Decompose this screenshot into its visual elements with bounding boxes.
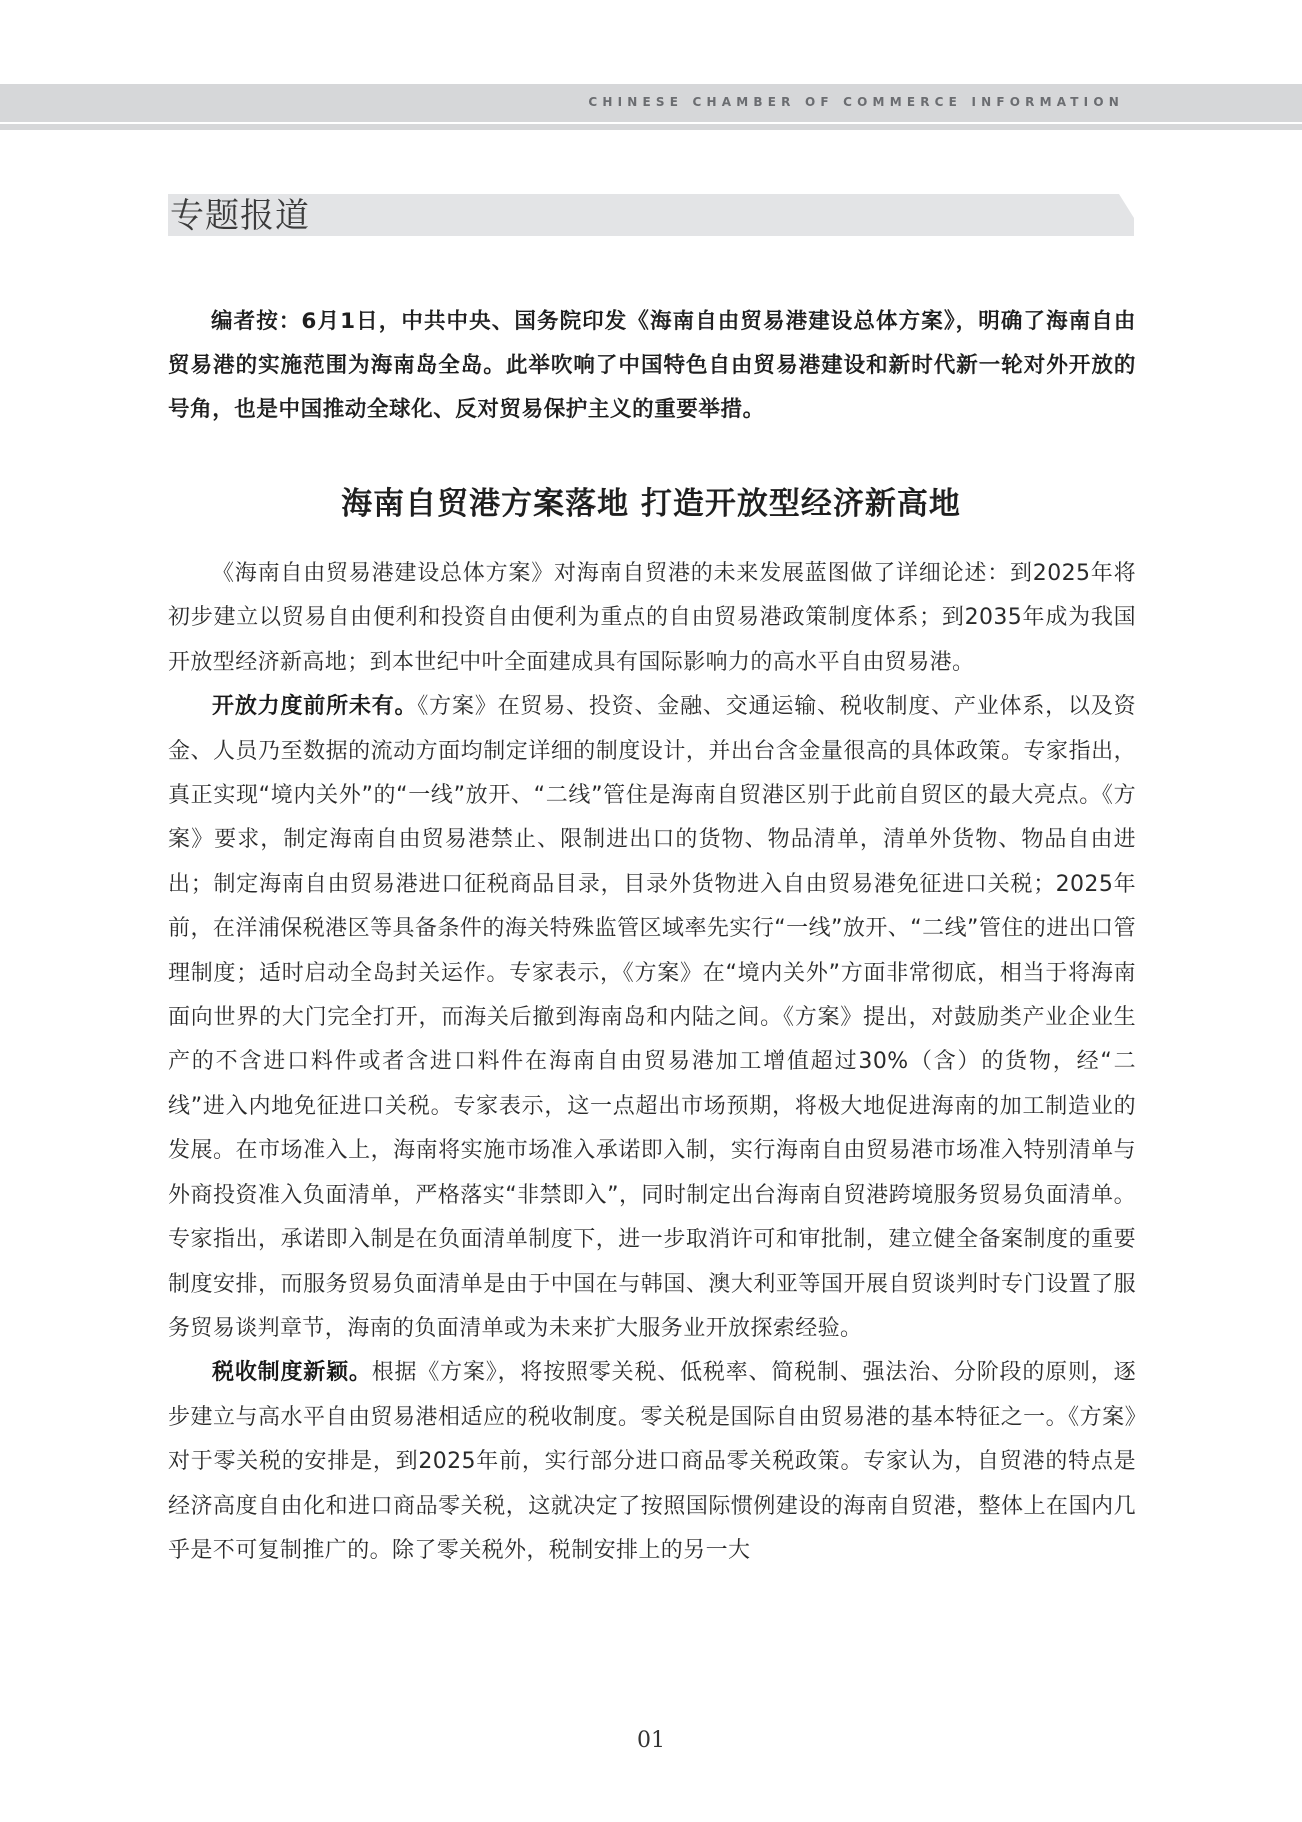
paragraph-text: 《方案》在贸易、投资、金融、交通运输、税收制度、产业体系，以及资金、人员乃至数据的流动方面均制定详细的制度设计，并出台含金量很高的具体政策。专家指出，真正实现“境内关外”的“一线”放开、“二线”管住是海南自贸港区别于此前自贸区的最大亮点。《方案》要求，制定海南自由贸易港禁止、限制进出口的货物、物品清单，清单外货物、物品自由进出；制定海南自由贸易港进口征税商品目录，目录外货物进入自由贸易港免征进口关税；2025年前，在洋浦保税港区等具备条件的海关特殊监管区域率先实行“一线”放开、“二线”管住的进出口管理制度；适时启动全岛封关运作。专家表示，《方案》在“境内关外”方面非常彻底，相当于将海南面向世界的大门完全打开，而海关后撤到海南岛和内陆之间。《方案》提出，对鼓励类产业企业生产的不含进口料件或者含进口料件在海南自由贸易港加工增值超过30%（含）的货物，经“二线”进入内地免征进口关税。专家表示，这一点超出市场预期，将极大地促进海南的加工制造业的发展。在市场准入上，海南将实施市场准入承诺即入制，实行海南自由贸易港市场准入特别清单与外商投资准入负面清单，严格落实“非禁即入”，同时制定出台海南自贸港跨境服务贸易负面清单。专家指出，承诺即入制是在负面清单制度下，进一步取消许可和审批制，建立健全备案制度的重要制度安排，而服务贸易负面清单是由于中国在与韩国、澳大利亚等国开展自贸谈判时专门设置了服务贸易谈判章节，海南的负面清单或为未来扩大服务业开放探索经验。 xyxy=(168,694,1136,1341)
section-title: 专题报道 xyxy=(170,196,310,236)
editor-note: 编者按：6月1日，中共中央、国务院印发《海南自由贸易港建设总体方案》，明确了海南自由贸易港的实施范围为海南岛全岛。此举吹响了中国特色自由贸易港建设和新时代新一轮对外开放的号角，也是中国推动全球化、反对贸易保护主义的重要举措。 xyxy=(168,308,1136,422)
paragraph-text: 根据《方案》，将按照零关税、低税率、简税制、强法治、分阶段的原则，逐步建立与高水平自由贸易港相适应的税收制度。零关税是国际自由贸易港的基本特征之一。《方案》对于零关税的安排是，到2025年前，实行部分进口商品零关税政策。专家认为，自贸港的特点是经济高度自由化和进口商品零关税，这就决定了按照国际惯例建设的海南自贸港，整体上在国内几乎是不可复制推广的。除了零关税外，税制安排上的另一大 xyxy=(168,1360,1136,1563)
running-header: CHINESE CHAMBER OF COMMERCE INFORMATION xyxy=(588,95,1124,109)
header-rule xyxy=(0,124,1302,130)
body-paragraph xyxy=(168,552,1136,685)
page-number: 01 xyxy=(637,1728,665,1753)
section-tab-background xyxy=(168,194,1134,236)
article-title: 海南自贸港方案落地 打造开放型经济新高地 xyxy=(341,486,961,522)
paragraph-lead: 税收制度新颖。 xyxy=(212,1360,372,1386)
paragraph-lead: 开放力度前所未有。 xyxy=(212,694,418,720)
body-paragraph xyxy=(168,1351,1136,1573)
article-body xyxy=(168,552,1136,1573)
paragraph-text: 《海南自由贸易港建设总体方案》对海南自贸港的未来发展蓝图做了详细论述：到2025年将初步建立以贸易自由便利和投资自由便利为重点的自由贸易港政策制度体系；到2035年成为我国开放型经济新高地；到本世纪中叶全面建成具有国际影响力的高水平自由贸易港。 xyxy=(168,561,1136,675)
body-paragraph xyxy=(168,685,1136,1351)
